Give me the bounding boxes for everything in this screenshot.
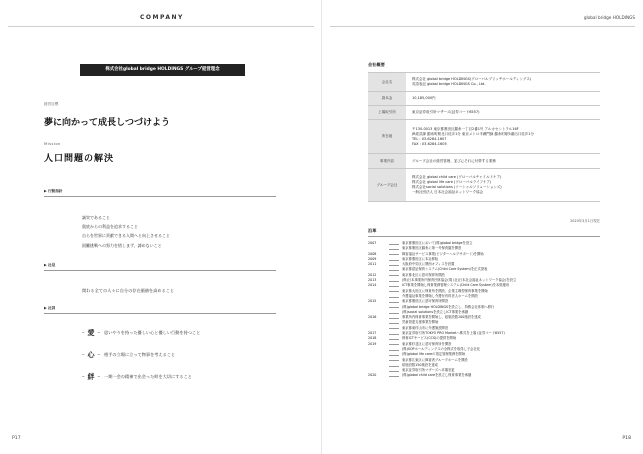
overview-value: 株式会社 global bridge HOLDINGS(グローバルブリッヂホールディングス) 英語表記 global bridge HOLDINGS Co., Ltd. — [406, 73, 600, 92]
overview-title: 会社概要 — [368, 62, 385, 67]
page-number: P18 — [622, 436, 631, 441]
mission-title: 人口問題の解決 — [44, 154, 115, 164]
history-event: 東京証券取引所TOKYO PRO Marketへ株式を上場 (証券コード6557) — [402, 331, 505, 336]
mission-label: Mission — [44, 142, 61, 146]
history-year: 2013 — [368, 278, 377, 283]
history-event: 児童発達支援事業を開始 — [402, 320, 439, 325]
creed-text: 思いやりを持った優しい心と優しい行動を持つこと — [104, 330, 201, 335]
history-event: 東京都認証保育システム(Child Care System)を正式発表 — [402, 267, 488, 272]
left-page — [0, 0, 321, 454]
history-row — [368, 373, 600, 378]
section-header: global bridge HOLDINGS — [583, 15, 635, 20]
header-rule — [8, 26, 314, 27]
overview-value: 東京証券取引所マザーズ(証券コード6557) — [406, 106, 600, 120]
history-event: 障害福祉サービス事業(ビジターヘルプサポート)を開始 — [402, 251, 484, 256]
overview-value: 株式会社 global child care (グローバルチャイルドケア) 株式会社 global life care (グローバルライフケア) 株式会社social solutions (ソーシャルソリューションズ) 一般社団法人 日本社会福祉ネットワーク協会 — [406, 169, 600, 202]
history-event: 東京都墨田区錦糸に第一号保育園を開設 — [402, 246, 462, 251]
vision-title: 夢に向かって成長しつづけよう — [44, 118, 171, 128]
history-event: 東京都墨田区に本社移転 — [402, 256, 439, 261]
history-year: 2007 — [368, 241, 377, 245]
creed-item: – 絆 – 一期一会の精神で出会った絆を大切にすること — [82, 373, 192, 381]
history-event: 総施設数150施設を達成 — [402, 362, 438, 367]
overview-row — [368, 154, 600, 169]
guidelines-list — [82, 213, 170, 250]
creed-kanji: 絆 — [87, 373, 95, 381]
history-event: 東京都北区に認可保育所開設 — [402, 272, 445, 277]
history-year: 2011 — [368, 262, 377, 267]
overview-value: 〒130-0013 東京都墨田区錦糸一丁目2番1号 アルカセントラル16F JR総武線 錦糸町駅北口徒歩1分 東京メトロ半蔵門線 錦糸町駅5番出口徒歩1分 TEL : 03-6284-1607 FAX : 03-6284-1605 — [406, 120, 600, 154]
overview-value: グループ会社の経営管理、並びにそれに付帯する業務 — [406, 154, 600, 169]
guideline-item: 奥底からの利益を追求すること — [82, 224, 138, 230]
history-event: 東京証券取引所マザーズへ市場変更 — [402, 368, 455, 373]
history-event: 東京都墨田区において(株)global bridgeを設立 — [402, 241, 473, 245]
overview-key: 会社名 — [368, 73, 406, 92]
creed-item: – 愛 – 思いやりを持った優しい心と優しい行動を持つこと — [82, 329, 201, 337]
history-event: 東京都東村山市に介護施設開設 — [402, 325, 449, 330]
history-title: 沿革 — [368, 228, 377, 233]
overview-table — [368, 72, 600, 202]
guidelines-rule — [44, 196, 276, 197]
overview-date-note: 2020年3月1日現在 — [570, 219, 600, 223]
history-year: 2018 — [368, 336, 377, 341]
vision-label: 経営目標 — [44, 102, 59, 106]
creed-kanji: 心 — [87, 351, 95, 359]
overview-key: 事業内容 — [368, 154, 406, 169]
creed-label: ▶ 社訓 — [44, 306, 56, 310]
history-year: 2017 — [368, 331, 377, 336]
history-event: 事業所内保育事業を開始し、総施設数100施設を達成 — [402, 315, 481, 320]
history-event: 介護福祉事業を開始し介護付有料老人ホームを開設 — [402, 293, 478, 298]
history-year: 2008 — [368, 251, 377, 256]
history-year: 2016 — [368, 315, 377, 320]
history-event: (株)global life careの指定管理業務を開始 — [402, 352, 466, 357]
creed-text: 一期一会の精神で出会った絆を大切にすること — [104, 374, 192, 379]
history-year: 2012 — [368, 272, 377, 277]
creed-item: – 心 – 相手の立場に立って物事を考えること — [82, 351, 176, 359]
overview-row — [368, 73, 600, 92]
overview-row — [368, 120, 600, 154]
history-rule — [368, 236, 600, 237]
history-event: (株)social solutionsを設立しICT事業を承継 — [402, 309, 469, 314]
history-event: 東京都江東区に障害者グループホームを開設 — [402, 357, 468, 362]
header-rule — [330, 26, 635, 27]
history-event: (株)日本事業所内保育団体協会(現 (社)日本社会福祉ネットワーク協会)を設立 — [402, 278, 517, 283]
history-year: 2009 — [368, 256, 377, 261]
overview-row — [368, 92, 600, 106]
history-event: 東京都大田区に保育所を開設、企業主導型保育事業を開始 — [402, 288, 488, 293]
guideline-item: 困難挑戦への努力を惜しまず、諦めないこと — [82, 242, 162, 248]
creed-rule — [44, 313, 276, 314]
overview-row — [368, 169, 600, 202]
overview-key: 資本金 — [368, 92, 406, 106]
history-event: (株)SOPホールディングスの全株式を取得し子会社化 — [402, 346, 481, 351]
history-event: 大阪府中央区に関西オフィスを設置 — [402, 262, 455, 267]
history-year: 2015 — [368, 299, 377, 304]
history-event: (株)global child careを設立し保育事業を承継 — [402, 373, 472, 378]
section-header: COMPANY — [140, 14, 184, 21]
philosophy-banner: 株式会社global bridge HOLDINGS グループ経営理念 — [80, 64, 245, 76]
history-event: ICT事業を開始し保育業務管理システム(Child Care System)を本格運用 — [402, 283, 510, 288]
history-event: 保育ICTサービス(CCS)の提供を開始 — [402, 336, 457, 341]
overview-value: 10,185,000円 — [406, 92, 600, 106]
history-year: 2014 — [368, 283, 377, 288]
guideline-item: 自らを世界に貢献できる人間へと向上させること — [82, 233, 170, 239]
overview-key: グループ会社 — [368, 169, 406, 202]
history-list — [368, 241, 600, 379]
motto-rule — [44, 270, 276, 271]
right-page — [322, 0, 643, 454]
guidelines-label: ▶ 行動指針 — [44, 189, 63, 193]
overview-key: 所在地 — [368, 120, 406, 154]
motto-label: ▶ 社是 — [44, 263, 56, 267]
history-event: 東京都杉並区に認可保育所を開設 — [402, 341, 452, 346]
creed-kanji: 愛 — [87, 329, 95, 337]
overview-key: 上場取引所 — [368, 106, 406, 120]
creed-text: 相手の立場に立って物事を考えること — [104, 352, 176, 357]
history-event: 東京都墨田区に認可保育所開設 — [402, 299, 449, 304]
history-year: 2019 — [368, 341, 377, 346]
overview-row — [368, 106, 600, 120]
guideline-item: 誠実であること — [82, 215, 110, 220]
motto-text: 関わる全ての人々に自分の存在価値を高めること — [82, 288, 175, 293]
history-event: (株)global bridge HOLDINGSを設立し、持株会社体制へ移行 — [402, 304, 495, 309]
history-leader-line — [388, 373, 402, 378]
history-year: 2020 — [368, 373, 377, 378]
page-number: P17 — [12, 436, 21, 441]
